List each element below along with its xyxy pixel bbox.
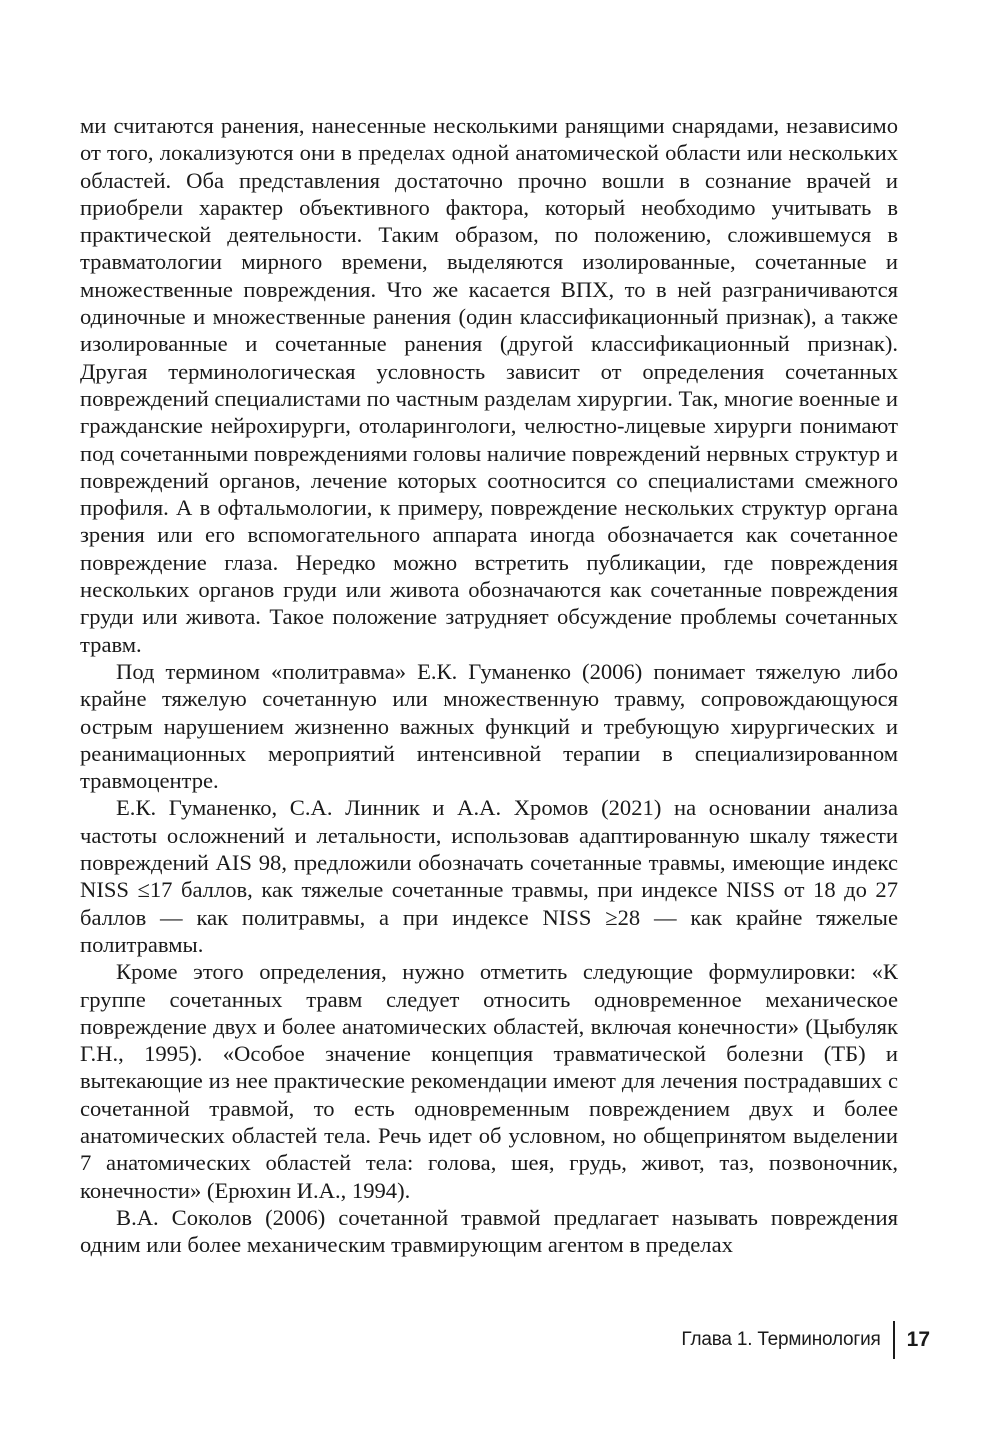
footer-divider <box>893 1321 895 1359</box>
paragraph-polytrauma-definition: Под термином «политравма» Е.К. Гуманенко (2006) понимает тяжелую либо крайне тяжелую сочетанную или множественную травму, сопровождающуюся острым нарушением жизненно важных функций и требующую хирургических и реанимационных мероприятий интенсивной терапии в специализированном травмоцентре. <box>80 658 898 794</box>
page-number: 17 <box>906 1328 930 1351</box>
body-text <box>80 112 898 1258</box>
paragraph-formulations: Кроме этого определения, нужно отметить следующие формулировки: «К группе сочетанных травм следует относить одновременное механическое повреждение двух и более анатомических областей, включая конечности» (Цыбуляк Г.Н., 1995). «Особое значение концепция травматической болезни (ТБ) и вытекающие из нее практические рекомендации имеют для лечения пострадавших с сочетанной травмой, то есть одновременным повреждением двух и более анатомических областей тела. Речь идет об условном, но общепринятом выделении 7 анатомических областей тела: голова, шея, грудь, живот, таз, позвоночник, конечности» (Ерюхин И.А., 1994). <box>80 959 898 1203</box>
paragraph-continued: ми считаются ранения, нанесенные несколькими ранящими снарядами, независимо от того, локализуются они в пределах одной анатомической области или нескольких областей. Оба представления достаточно прочно вошли в сознание врачей и приобрели характер объективного фактора, который необходимо учитывать в практической деятельности. Таким образом, по положению, сложившемуся в травматологии мирного времени, выделяются изолированные, сочетанные и множественные повреждения. Что же касается ВПХ, то в ней разграничиваются одиночные и множественные ранения (один классификационный признак), а также изолированные и сочетанные ранения (другой классификационный признак). Другая терминологическая условность зависит от определения сочетанных повреждений специалистами по частным разделам хирургии. Так, многие военные и гражданские нейрохирурги, отоларингологи, челюстно-лицевые хирурги понимают под сочетанными повреждениями головы наличие повреждений нервных структур и повреждений органов, лечение которых соотносится со специалистами смежного профиля. А в офтальмологии, к примеру, повреждение нескольких структур органа зрения или его вспомогательного аппарата иногда обозначается как сочетанное повреждение глаза. Нередко можно встретить публикации, где повреждения нескольких органов груди или живота обозначаются как сочетанные повреждения груди или живота. Такое положение затрудняет обсуждение проблемы сочетанных травм. <box>80 113 898 657</box>
paragraph-niss-classification: Е.К. Гуманенко, С.А. Линник и А.А. Хромов (2021) на основании анализа частоты осложнений и летальности, использовав адаптированную шкалу тяжести повреждений AIS 98, предложили обозначать сочетанные травмы, имеющие индекс NISS ≤17 баллов, как тяжелые сочетанные травмы, при индексе NISS от 18 до 27 баллов — как политравмы, а при индексе NISS ≥28 — как крайне тяжелые политравмы. <box>80 795 898 957</box>
page-footer <box>681 1320 930 1360</box>
running-head: Глава 1. Терминология <box>681 1329 881 1350</box>
paragraph-sokolov: В.А. Соколов (2006) сочетанной травмой предлагает называть повреждения одним или более механическим травмирующим агентом в пределах <box>80 1204 898 1258</box>
